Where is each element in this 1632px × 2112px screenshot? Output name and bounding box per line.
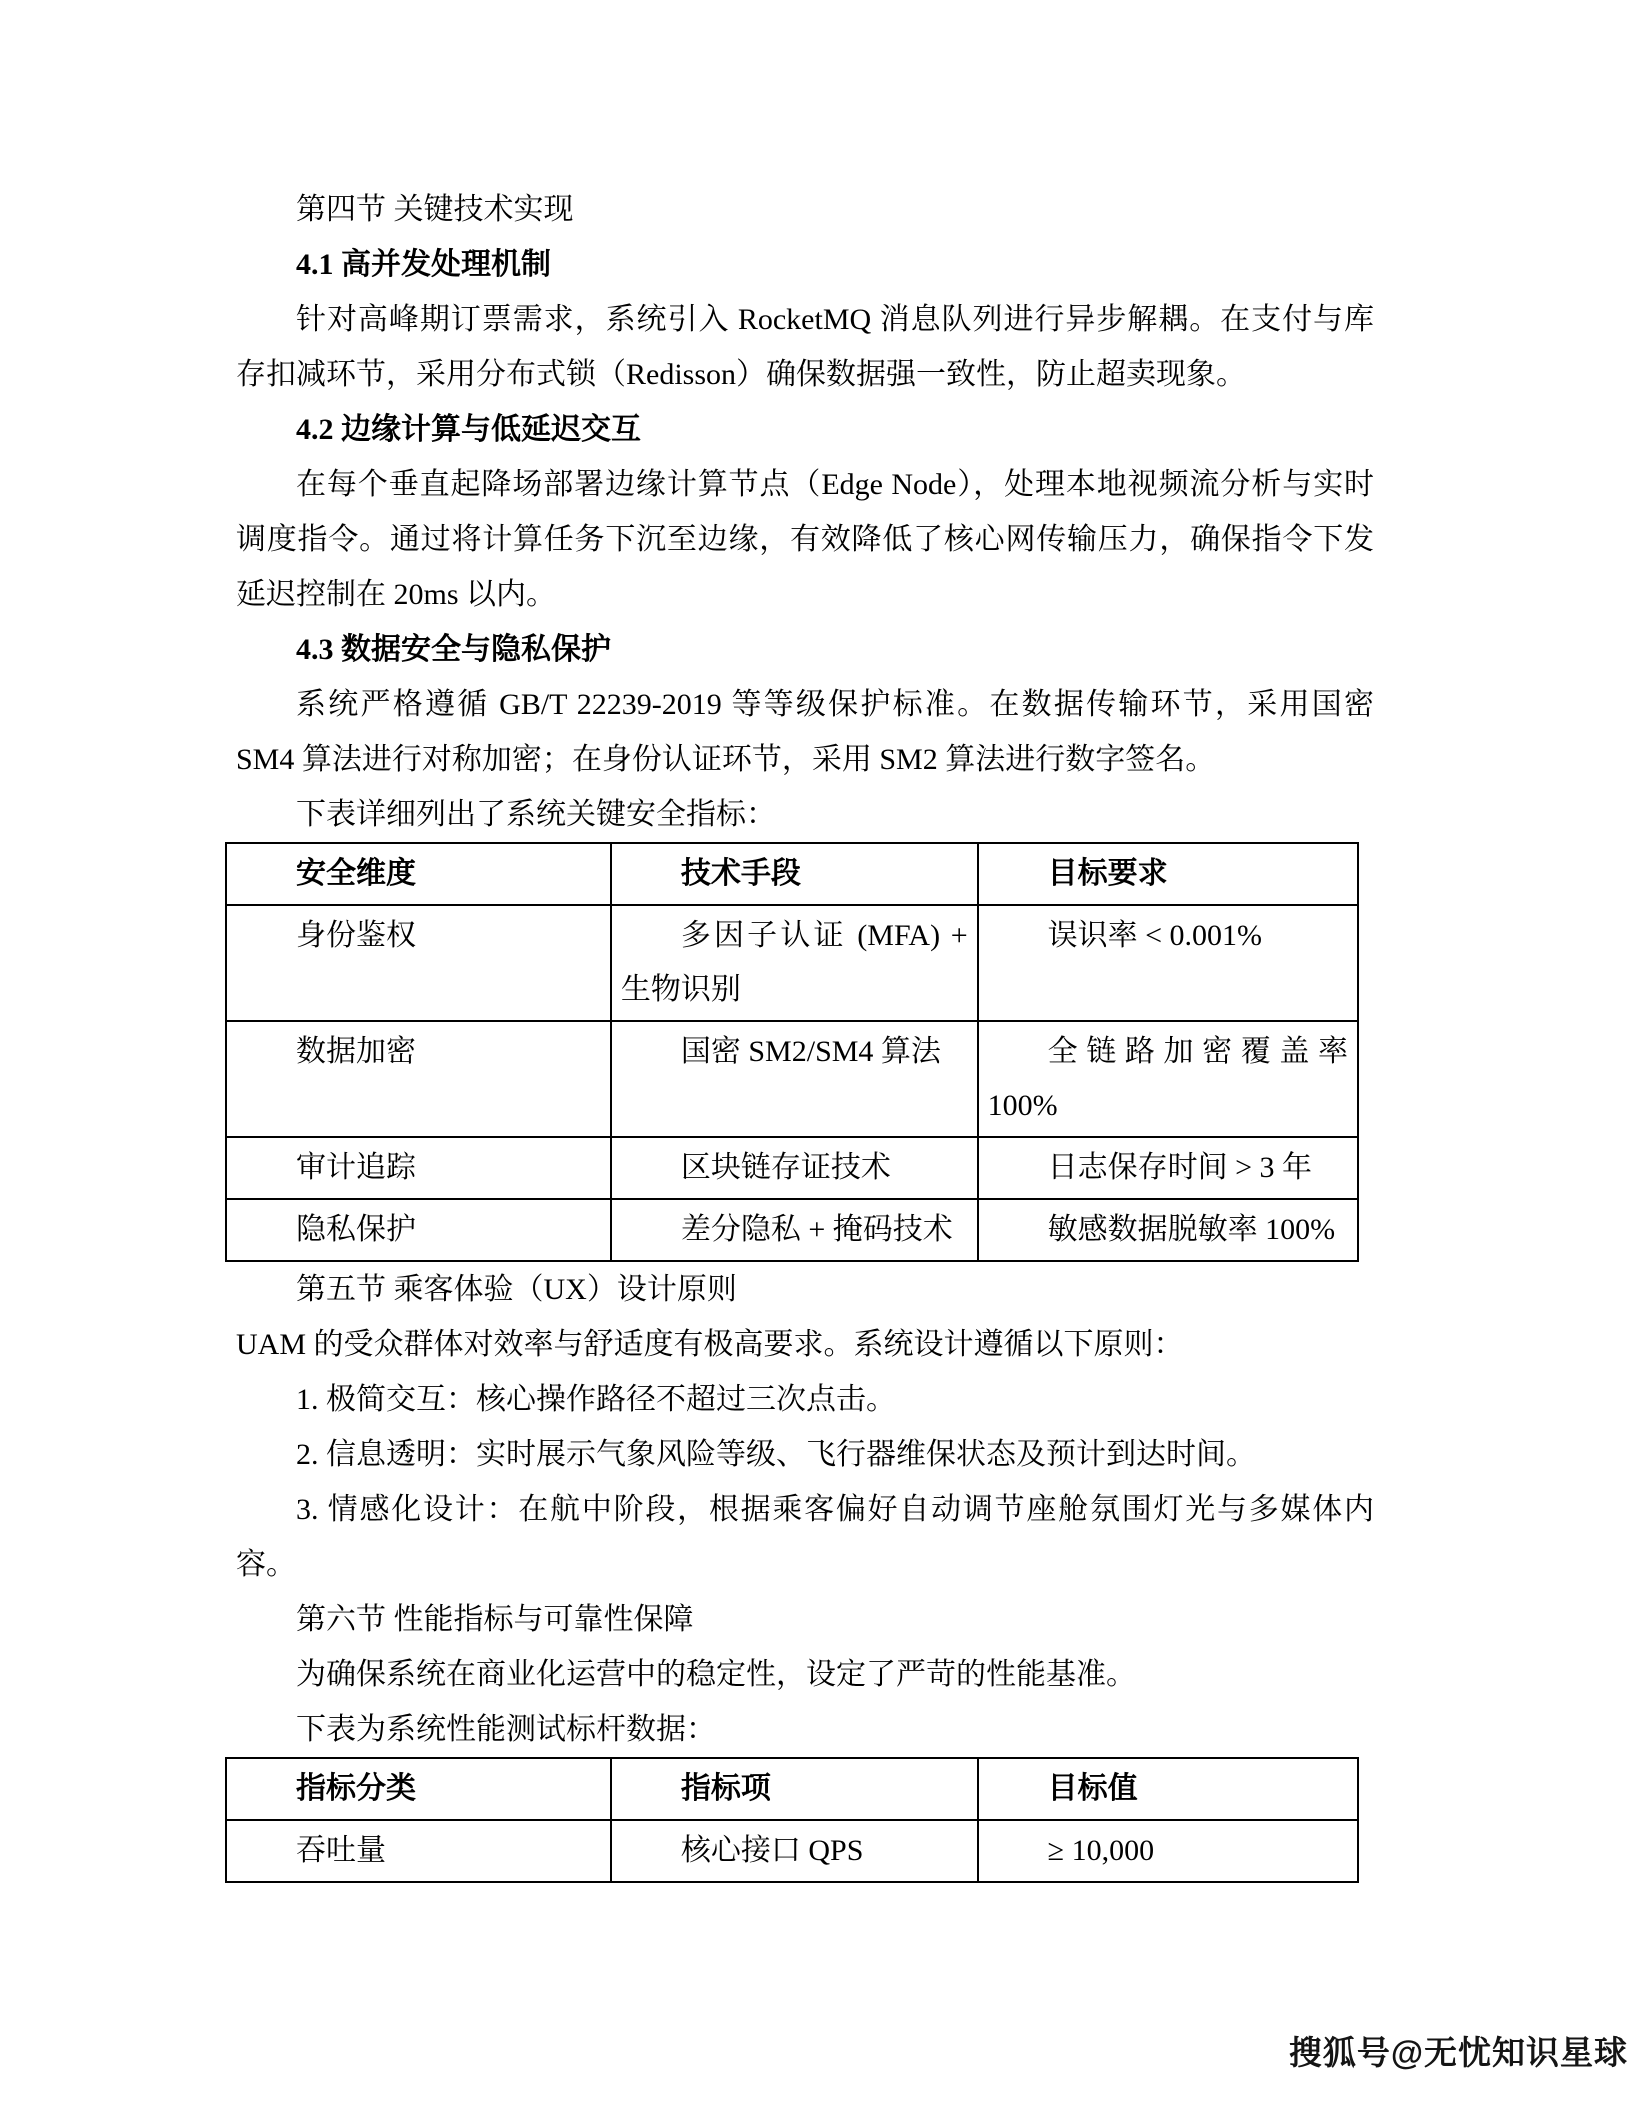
section4-sub3-paragraph: 系统严格遵循 GB/T 22239-2019 等等级保护标准。在数据传输环节，采用国密 SM4 算法进行对称加密；在身份认证环节，采用 SM2 算法进行数字签名。 bbox=[236, 688, 1374, 776]
table-cell: 数据加密 bbox=[226, 1021, 611, 1137]
section5-intro: UAM 的受众群体对效率与舒适度有极高要求。系统设计遵循以下原则： bbox=[236, 1328, 1184, 1361]
table-row bbox=[226, 1021, 1358, 1137]
table-cell: 国密 SM2/SM4 算法 bbox=[611, 1021, 978, 1137]
section4-sub1-paragraph: 针对高峰期订票需求，系统引入 RocketMQ 消息队列进行异步解耦。在支付与库存扣减环节，采用分布式锁（Redisson）确保数据强一致性，防止超卖现象。 bbox=[236, 303, 1374, 391]
section4-sub3-title: 4.3 数据安全与隐私保护 bbox=[296, 633, 611, 666]
security-table bbox=[225, 842, 1359, 1262]
section4-sub1-title: 4.1 高并发处理机制 bbox=[296, 248, 551, 281]
section4-sub2-title: 4.2 边缘计算与低延迟交互 bbox=[296, 413, 641, 446]
performance-table-header-category: 指标分类 bbox=[226, 1758, 611, 1820]
table-row bbox=[226, 1820, 1358, 1882]
table-cell: 区块链存证技术 bbox=[611, 1137, 978, 1199]
performance-table-header-target: 目标值 bbox=[978, 1758, 1358, 1820]
table-cell: 隐私保护 bbox=[226, 1199, 611, 1261]
section4-heading: 第四节 关键技术实现 bbox=[296, 193, 574, 226]
performance-table-header-item: 指标项 bbox=[611, 1758, 978, 1820]
table-cell: 身份鉴权 bbox=[226, 905, 611, 1021]
security-table-header-dimension: 安全维度 bbox=[226, 843, 611, 905]
table-cell: 吞吐量 bbox=[226, 1820, 611, 1882]
security-table-header-method: 技术手段 bbox=[611, 843, 978, 905]
table-row bbox=[226, 905, 1358, 1021]
table-cell: 差分隐私 + 掩码技术 bbox=[611, 1199, 978, 1261]
table-cell: 全链路加密覆盖率 100% bbox=[978, 1021, 1358, 1137]
section6-paragraph: 为确保系统在商业化运营中的稳定性，设定了严苛的性能基准。 bbox=[296, 1658, 1136, 1691]
table-cell: 敏感数据脱敏率 100% bbox=[978, 1199, 1358, 1261]
ux-principle-item: 2. 信息透明：实时展示气象风险等级、飞行器维保状态及预计到达时间。 bbox=[296, 1438, 1256, 1471]
performance-table-intro: 下表为系统性能测试标杆数据： bbox=[296, 1713, 716, 1746]
security-table-intro: 下表详细列出了系统关键安全指标： bbox=[296, 798, 776, 831]
table-cell: ≥ 10,000 bbox=[978, 1820, 1358, 1882]
section6-heading: 第六节 性能指标与可靠性保障 bbox=[296, 1603, 694, 1636]
table-row bbox=[226, 1137, 1358, 1199]
table-cell: 核心接口 QPS bbox=[611, 1820, 978, 1882]
section4-sub2-paragraph: 在每个垂直起降场部署边缘计算节点（Edge Node），处理本地视频流分析与实时调度指令。通过将计算任务下沉至边缘，有效降低了核心网传输压力，确保指令下发延迟控制在 20ms 以内。 bbox=[236, 468, 1374, 611]
table-row bbox=[226, 1199, 1358, 1261]
table-cell: 日志保存时间 > 3 年 bbox=[978, 1137, 1358, 1199]
document-content bbox=[236, 182, 1374, 1883]
section5-heading: 第五节 乘客体验（UX）设计原则 bbox=[296, 1273, 737, 1306]
performance-table bbox=[225, 1757, 1359, 1883]
security-table-header-row bbox=[226, 843, 1358, 905]
table-cell: 多因子认证 (MFA) + 生物识别 bbox=[611, 905, 978, 1021]
performance-table-header-row bbox=[226, 1758, 1358, 1820]
watermark: 搜狐号@无忧知识星球 bbox=[1288, 2034, 1628, 2071]
ux-principle-item: 1. 极简交互：核心操作路径不超过三次点击。 bbox=[296, 1383, 896, 1416]
security-table-header-target: 目标要求 bbox=[978, 843, 1358, 905]
table-cell: 误识率 < 0.001% bbox=[978, 905, 1358, 1021]
ux-principle-item: 3. 情感化设计：在航中阶段，根据乘客偏好自动调节座舱氛围灯光与多媒体内容。 bbox=[236, 1493, 1374, 1581]
table-cell: 审计追踪 bbox=[226, 1137, 611, 1199]
